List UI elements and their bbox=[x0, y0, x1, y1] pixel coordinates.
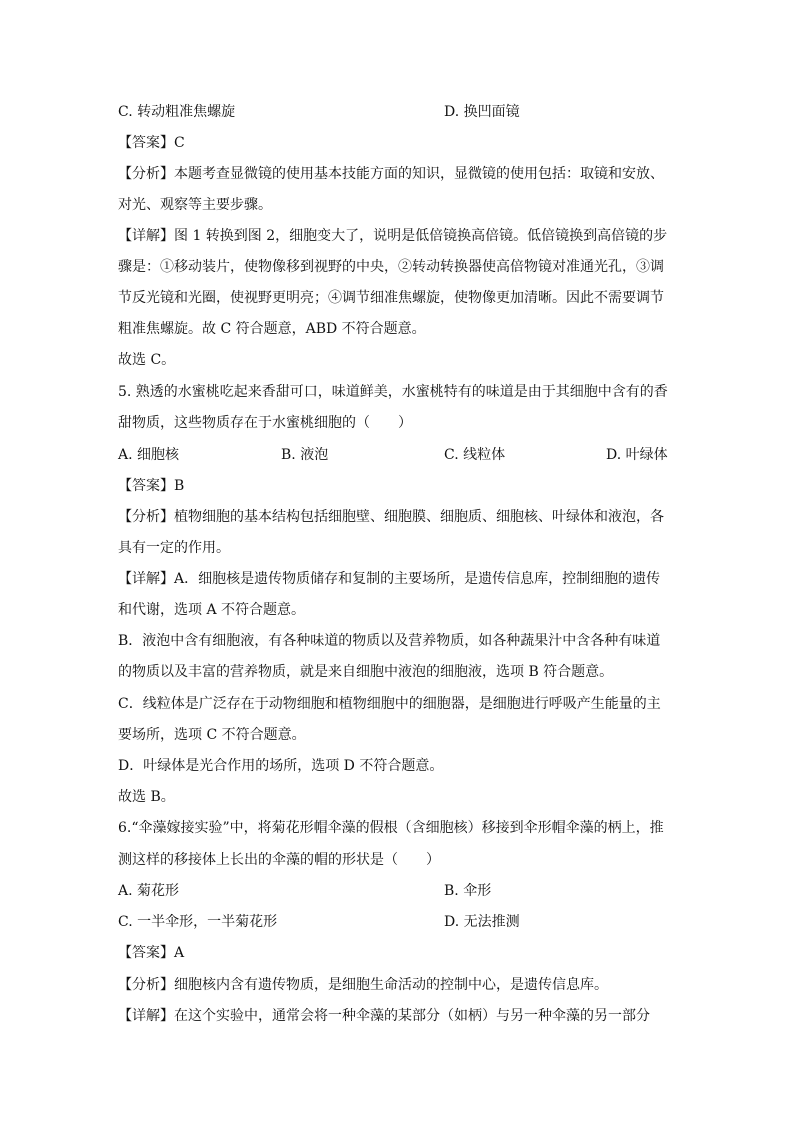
q5-analysis-line-2: 具有一定的作用。 bbox=[118, 540, 230, 556]
q4-choose: 故选 C。 bbox=[118, 352, 176, 368]
q4-option-c: C. 转动粗准焦螺旋 bbox=[118, 104, 236, 120]
q5-answer: 【答案】B bbox=[118, 478, 185, 494]
q5-detail-line-1: 【详解】A．细胞核是遗传物质储存和复制的主要场所，是遗传信息库，控制细胞的遗传 bbox=[118, 571, 661, 587]
q5-option-a: A. 细胞核 bbox=[118, 447, 180, 463]
q5-stem-line-2: 甜物质，这些物质存在于水蜜桃细胞的（ ） bbox=[118, 415, 412, 431]
q5-analysis-line-1: 【分析】植物细胞的基本结构包括细胞壁、细胞膜、细胞质、细胞核、叶绿体和液泡，各 bbox=[118, 509, 664, 525]
q6-detail-line-1: 【详解】在这个实验中，通常会将一种伞藻的某部分（如柄）与另一种伞藻的另一部分 bbox=[118, 1008, 650, 1024]
q6-option-c: C. 一半伞形，一半菊花形 bbox=[118, 914, 278, 930]
q4-analysis-line-1: 【分析】本题考查显微镜的使用基本技能方面的知识，显微镜的使用包括：取镜和安放、 bbox=[118, 166, 664, 182]
q6-answer: 【答案】A bbox=[118, 945, 185, 961]
q5-choose: 故选 B。 bbox=[118, 789, 175, 805]
q6-option-b: B. 伞形 bbox=[444, 883, 492, 899]
q5-detail-line-6: 要场所，选项 C 不符合题意。 bbox=[118, 727, 306, 743]
q5-detail-line-4: 的物质以及丰富的营养物质，就是来自细胞中液泡的细胞液，选项 B 符合题意。 bbox=[118, 664, 614, 680]
q5-detail-line-7: D．叶绿体是光合作用的场所，选项 D 不符合题意。 bbox=[118, 758, 444, 774]
q6-stem-line-1: 6.“伞藻嫁接实验”中，将菊花形帽伞藻的假根（含细胞核）移接到伞形帽伞藻的柄上，推 bbox=[118, 820, 664, 836]
q5-option-c: C. 线粒体 bbox=[444, 447, 506, 463]
q5-detail-line-5: C．线粒体是广泛存在于动物细胞和植物细胞中的细胞器，是细胞进行呼吸产生能量的主 bbox=[118, 696, 661, 712]
q4-detail-line-3: 节反光镜和光圈，使视野更明亮；④调节细准焦螺旋，使物像更加清晰。因此不需要调节 bbox=[118, 290, 664, 306]
q5-stem-line-1: 5. 熟透的水蜜桃吃起来香甜可口，味道鲜美，水蜜桃特有的味道是由于其细胞中含有的香 bbox=[118, 384, 668, 400]
q6-option-a: A. 菊花形 bbox=[118, 883, 180, 899]
q6-stem-line-2: 测这样的移接体上长出的伞藻的帽的形状是（ ） bbox=[118, 852, 440, 868]
q6-option-d: D. 无法推测 bbox=[444, 914, 520, 930]
q4-detail-line-2: 骤是：①移动装片，使物像移到视野的中央，②转动转换器使高倍物镜对准通光孔，③调 bbox=[118, 259, 664, 275]
q5-detail-line-3: B．液泡中含有细胞液，有各种味道的物质以及营养物质，如各种蔬果汁中含各种有味道 bbox=[118, 633, 661, 649]
q5-detail-line-2: 和代谢，选项 A 不符合题意。 bbox=[118, 602, 306, 618]
q4-detail-line-1: 【详解】图 1 转换到图 2，细胞变大了，说明是低倍镜换高倍镜。低倍镜换到高倍镜的步 bbox=[118, 228, 668, 244]
q4-option-d: D. 换凹面镜 bbox=[444, 104, 520, 120]
q4-answer: 【答案】C bbox=[118, 135, 185, 151]
q4-detail-line-4: 粗准焦螺旋。故 C 符合题意，ABD 不符合题意。 bbox=[118, 321, 426, 337]
q4-analysis-line-2: 对光、观察等主要步骤。 bbox=[118, 197, 272, 213]
q6-analysis: 【分析】细胞核内含有遗传物质，是细胞生命活动的控制中心，是遗传信息库。 bbox=[118, 977, 608, 993]
q5-option-b: B. 液泡 bbox=[281, 447, 329, 463]
q5-option-d: D. 叶绿体 bbox=[606, 447, 668, 463]
